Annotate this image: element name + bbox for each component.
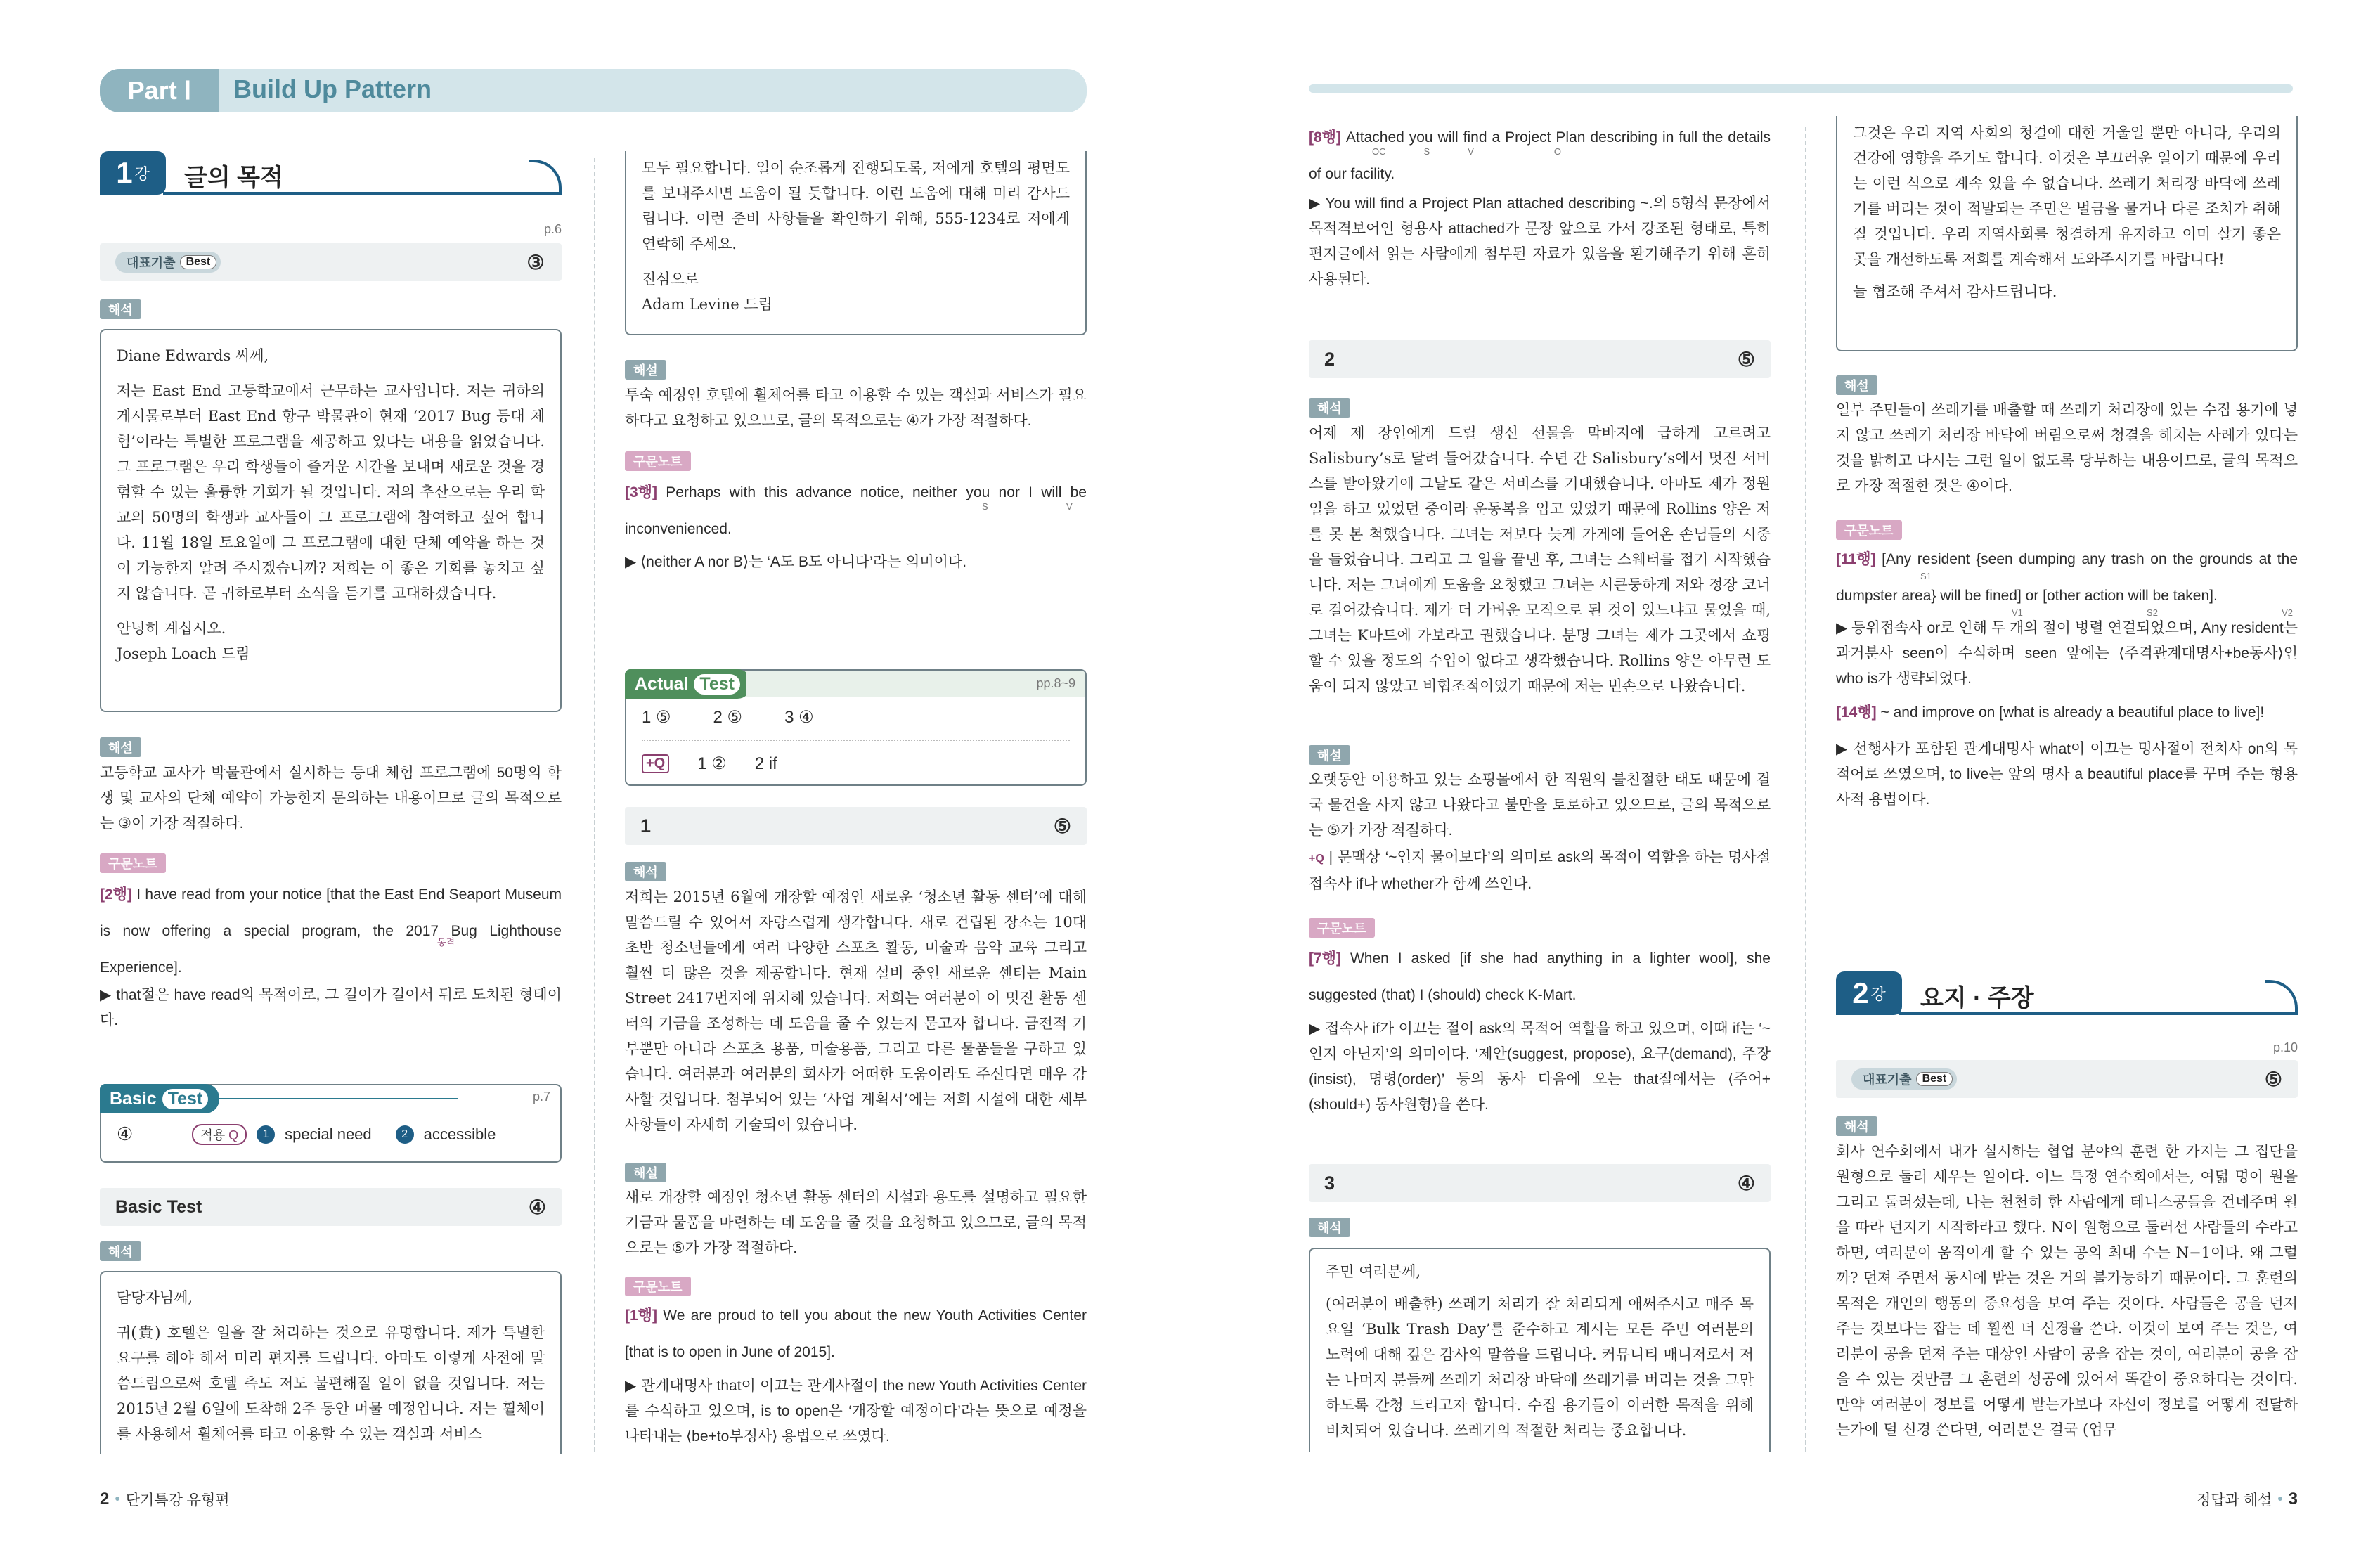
column-divider	[594, 158, 595, 1452]
grammar-note-label: 구문노트	[1309, 918, 1375, 938]
part-title: Build Up Pattern	[233, 75, 432, 103]
letter-closing: 늘 협조해 주셔서 감사드립니다.	[1853, 283, 2057, 300]
translate-label: 해석	[1309, 1218, 1350, 1237]
item-number-1: 1	[257, 1125, 275, 1144]
lesson-number-badge: 2 강	[1836, 971, 1902, 1015]
plus-note: +Q | 문맥상 ‘~인지 물어보다’의 의미로 ask의 목적어 역할을 하는 명사절 접속사 if나 whether가 함께 쓰인다.	[1309, 849, 1771, 892]
translation-text: 어제 제 장인에게 드릴 생신 선물을 막바지에 급하게 고르려고 Salisbury’s로 달려 들어갔습니다. 수년 간 Salisbury’s에서 멋진 서비스를 받아왔기에 그날도 같은 서비스를 기대했습니다. 아마도 제가 정원 일을 하고 있었던 중이라 운동복을 입고 있었기 때문에 Rollins 양은 저를 못 본 척했습니다. 그녀는 저보다 늦게 가게에 들어온 손님들의 시중을 들었습니다. 그리고 그 일을 끝낸 후, 그녀는 스웨터를 접기 시작했습니다. 저는 그녀에게 도움을 요청했고 그녀는 시큰둥하게 저와 정장 코너로 걸어갔습니다. 제가 더 가벼운 모직으로 된 것이 있느냐고 물었을 때, 그녀는 K마트에 가보라고 권했습니다. 분명 그녀는 제가 그곳에서 쇼핑할 수 있을 정도의 수입이 없다고 생각했습니다. Rollins 양은 아무런 도움이 되지 않았고 비협조적이었기 때문에 저는 빈손으로 나왔습니다.	[1309, 425, 1771, 695]
part-label: Part Ⅰ	[127, 76, 192, 105]
letter-box	[100, 1271, 562, 1454]
letter-box	[100, 329, 562, 712]
explanation-text: 오랫동안 이용하고 있는 쇼핑몰에서 한 직원의 불친절한 태도 때문에 결국 물건을 사지 않고 나왔다고 불만을 토로하고 있으므로, 글의 목적으로는 ⑤가 가장 적절하다.	[1309, 772, 1771, 839]
explanation-text: 새로 개장할 예정인 청소년 활동 센터의 시설과 용도를 설명하고 필요한 기금과 물품을 마련하는 데 도움을 줄 것을 요청하고 있으므로, 글의 목적으로는 ⑤가 가장 적절하다.	[625, 1189, 1087, 1256]
translation-text: 회사 연수회에서 내가 실시하는 협업 분야의 훈련 한 가지는 그 집단을 원형으로 둘러 세우는 일이다. 어느 특정 연수회에서는, 여덟 명이 원을 그리고 둘러섰는데, 나는 천천히 한 사람에게 테니스공들을 건네주며 원을 따라 던지기 시작하라고 했다. N이 원형으로 둘러선 사람들의 수라고 하면, 여러분이 움직이게 할 수 있는 공의 최대 수는 N−1이다. 왜 그럴까? 던져 주면서 동시에 받는 것은 거의 불가능하기 때문이다. 그 훈련의 목적은 개인의 행동의 중요성을 보여 주는 것이다. 사람들은 공을 던져 주는 것보다는 잡는 데 훨씬 더 신경을 쓴다. 이것이 보여 주는 것은, 여러분이 공을 던져 주는 대상인 사람이 공을 잡는 것이, 여러분이 공을 잡을 수 있는 것만큼 그 훈련의 성공에 있어서 똑같이 중요하다는 것이다. 만약 여러분이 정보를 어떻게 받는가보다 자신이 정보를 어떻게 전달하는가에 덜 신경 쓴다면, 여러분은 결국 (업무	[1836, 1143, 2298, 1438]
section-bar	[100, 243, 562, 281]
apply-badge: 적용 Q	[192, 1124, 247, 1145]
appositive-mark: 동격	[437, 937, 455, 948]
item-number-2: 2	[396, 1125, 414, 1144]
grammar-note: [1행] We are proud to tell you about the new Youth Activities Center [that is to open in June of 2015].	[625, 1307, 1087, 1360]
letter-body: 모두 필요합니다. 일이 순조롭게 진행되도록, 저에게 호텔의 평면도를 보내주시면 도움이 될 듯합니다. 이런 도움에 대해 미리 감사드립니다. 이런 준비 사항들을 확인하기 위해, 555-1234로 저에게 연락해 주세요.	[642, 160, 1070, 252]
book-section: 정답과 해설	[2197, 1492, 2272, 1509]
letter-signature: Joseph Loach 드림	[117, 645, 250, 662]
grammar-note-label: 구문노트	[1836, 520, 1902, 540]
translate-label: 해석	[100, 299, 141, 319]
basic-test-tab: Basic Test	[100, 1084, 219, 1113]
letter-body: 귀(貴) 호텔은 일을 잘 처리하는 것으로 유명합니다. 제가 특별한 요구를 해야 해서 미리 편지를 드립니다. 아마도 이렇게 사전에 말씀드림으로써 호텔 측도 저도 불편해질 일이 없을 것입니다. 저는 2015년 2월 6일에 도착해 2주 동안 머물 예정입니다. 저는 휠체어를 사용해서 휠체어를 타고 이용할 수 있는 객실과 서비스	[117, 1324, 545, 1442]
translate-label: 해석	[1836, 1116, 1877, 1136]
explanation-label: 해설	[1836, 375, 1877, 395]
letter-body: 저는 East End 고등학교에서 근무하는 교사입니다. 저는 귀하의 게시물로부터 East End 항구 박물관이 현재 ‘2017 Bug 등대 체험’이라는 특별한 프로그램을 제공하고 있다는 내용을 읽었습니다. 그 프로그램은 우리 학생들이 즐거운 시간을 보내며 새로운 것을 경험할 수 있는 훌륭한 기회가 될 것입니다. 저의 추산으로는 우리 학교의 50명의 학생과 교사들이 그 프로그램에 참여하고 싶어 합니다. 11월 18일 토요일에 그 프로그램에 대한 단체 예약을 하는 것이 가능한지 알려 주시겠습니까? 저희는 이 좋은 기회를 놓치고 싶지 않습니다. 곧 귀하로부터 소식을 듣기를 고대하겠습니다.	[117, 382, 545, 602]
letter-greeting: 주민 여러분께,	[1326, 1263, 1421, 1280]
plus-q-icon: +Q	[1309, 853, 1324, 865]
section-tag: 대표기출 Best	[1851, 1068, 1957, 1090]
question-bar: 2 ⑤	[1309, 340, 1771, 378]
translation-text: 저희는 2015년 6월에 개장할 예정인 새로운 ‘청소년 활동 센터’에 대해 말씀드릴 수 있어서 자랑스럽게 생각합니다. 새로 건립된 장소는 10대 초반 청소년들에게 여러 다양한 스포츠 활동, 미술과 음악 교육 그리고 훨씬 더 많은 것을 제공합니다. 현재 설비 중인 새로운 센터는 Main Street 2417번지에 위치해 있습니다. 저희는 여러분이 이 멋진 활동 센터의 기금을 조성하는 데 도움을 줄 수 있는지 묻고자 합니다. 금전적 기부뿐만 아니라 스포츠 용품, 미술용품, 그리고 다른 물품들을 구하고 있습니다. 여러분과 여러분의 회사가 어떠한 도움이라도 주신다면 매우 감사할 것입니다. 첨부되어 있는 ‘사업 계획서’에는 저희 시설에 대한 세부 사항들이 자세히 기술되어 있습니다.	[625, 889, 1087, 1133]
lesson-underline	[163, 192, 562, 195]
explanation-label: 해설	[625, 1163, 666, 1182]
basic-test-answers: ④ 적용 Q 1 special need 2 accessible	[117, 1123, 496, 1144]
page-ref: p.7	[532, 1090, 550, 1104]
section-tag: 대표기출 Best	[115, 252, 221, 273]
translate-label: 해석	[1309, 398, 1350, 418]
explanation-label: 해설	[625, 360, 666, 380]
explanation-label: 해설	[100, 737, 141, 757]
letter-signature: Adam Levine 드림	[642, 296, 772, 313]
letter-greeting: Diane Edwards 씨께,	[117, 347, 269, 364]
letter-box-continued	[1836, 116, 2298, 351]
actual-test-tab: Actual Test	[625, 669, 751, 699]
lesson-header	[1836, 971, 2298, 1015]
footer-left: 2 • 단기특강 유형편	[100, 1490, 230, 1509]
syntax-marks: V1 S2 V2	[2012, 607, 2293, 618]
answer-divider	[642, 740, 1070, 741]
answer-mark: ⑤	[2264, 1068, 2282, 1090]
lesson-corner	[2265, 980, 2298, 1015]
section-bar	[1836, 1060, 2298, 1098]
verb-mark: V	[1066, 501, 1073, 512]
translate-label: 해석	[100, 1241, 141, 1261]
letter-body: 그것은 우리 지역 사회의 청결에 대한 거울일 뿐만 아니라, 우리의 건강에 영향을 주기도 합니다. 이것은 부끄러운 일이기 때문에 우리는 이런 식으로 계속 있을 수 없습니다. 쓰레기 처리장 바닥에 쓰레기를 버리는 것이 적발되는 주민은 벌금을 물거나 다른 조치가 취해질 것입니다. 우리 지역사회를 청결하게 유지하고 이미 살기 좋은 곳을 개선하도록 저희를 계속해서 도와주시기를 바랍니다!	[1853, 124, 2281, 268]
grammar-note-explanation: ▶ that절은 have read의 목적어로, 그 길이가 길어서 뒤로 도치된 형태이다.	[100, 987, 562, 1028]
lesson-title: 글의 목적	[184, 164, 283, 191]
explanation-text: 투숙 예정인 호텔에 휠체어를 타고 이용할 수 있는 객실과 서비스가 필요하다고 요청하고 있으므로, 글의 목적으로는 ④가 가장 적절하다.	[625, 387, 1087, 429]
basic-test-line	[219, 1098, 458, 1099]
grammar-note-explanation: ▶ ⟨neither A nor B⟩는 ‘A도 B도 아니다’라는 의미이다.	[625, 554, 967, 570]
lesson-underline	[1899, 1012, 2298, 1015]
lesson-number-badge: 1 강	[100, 151, 166, 195]
right-header-line	[1309, 84, 2293, 93]
letter-closing: 안녕히 계십시오.	[117, 620, 226, 637]
footer-right: 정답과 해설 • 3	[2197, 1490, 2298, 1509]
basic-test-box	[100, 1084, 562, 1163]
plus-answers: +Q 1 ② 2 if	[642, 754, 777, 774]
part-header-tab	[100, 69, 219, 112]
plus-q-icon: +Q	[642, 754, 669, 773]
grammar-note: [14행] ~ and improve on [what is already a beautiful place to live]!	[1836, 704, 2265, 721]
lesson-corner	[529, 160, 562, 195]
page-ref: p.6	[543, 222, 562, 236]
book-title: 단기특강 유형편	[125, 1492, 230, 1509]
letter-body: (여러분이 배출한) 쓰레기 처리가 잘 처리되게 애써주시고 매주 목요일 ‘Bulk Trash Day’를 준수하고 계시는 모든 주민 여러분의 노력에 대해 깊은 감사의 말씀을 드립니다. 커뮤니티 매니저로서 저는 나머지 분들께 쓰레기 처리장 바닥에 쓰레기를 버리는 것을 그만하도록 간청 드리고자 합니다. 수집 용기들이 이러한 목적을 위해 비치되어 있습니다. 쓰레기의 적절한 처리는 중요합니다.	[1326, 1296, 1754, 1439]
page-number: 2	[100, 1490, 110, 1509]
question-bar: 1 ⑤	[625, 807, 1087, 845]
lesson-title: 요지 · 주장	[1920, 985, 2034, 1012]
column-divider	[1805, 127, 1806, 1452]
grammar-note-explanation: ▶ 관계대명사 that이 이끄는 관계사절이 the new Youth Activities Center를 수식하고 있으며, is to open은 ‘개장할 예정이다’라는 뜻으로 예정을 나타내는 ⟨be+to부정사⟩ 용법으로 쓰였다.	[625, 1378, 1087, 1445]
grammar-note-explanation: ▶ 선행사가 포함된 관계대명사 what이 이끄는 명사절이 전치사 on의 목적어로 쓰였으며, to live는 앞의 명사 a beautiful place를 꾸며 주는 형용사적 용법이다.	[1836, 741, 2298, 808]
section-bar: Basic Test ④	[100, 1188, 562, 1226]
grammar-note: [3행] Perhaps with this advance notice, neither you nor I will be inconvenienced.	[625, 484, 1087, 537]
page-number: 3	[2288, 1490, 2298, 1509]
grammar-note-explanation: ▶ 등위접속사 or로 인해 두 개의 절이 병렬 연결되었으며, Any resident는 과거분사 seen이 수식하며 seen 앞에는 ⟨주격관계대명사+be동사⟩인 who is가 생략되었다.	[1836, 620, 2298, 687]
actual-test-band	[746, 671, 1085, 697]
grammar-note: [11행] [Any resident {seen dumping any trash on the grounds at the dumpster area} will be fined] or [other action will be taken].	[1836, 551, 2298, 604]
page-ref: pp.8~9	[1036, 676, 1075, 690]
explanation-text: 고등학교 교사가 박물관에서 실시하는 등대 체험 프로그램에 50명의 학생 및 교사의 단체 예약이 가능한지 문의하는 내용이므로 글의 목적으로는 ③이 가장 적절하다.	[100, 765, 562, 832]
answer-mark: ③	[526, 251, 545, 273]
syntax-marks: OC S V O	[1372, 146, 1561, 157]
grammar-note: [2행] I have read from your notice [that the East End Seaport Museum is now offering a special program, the 2017 Bug Lighthouse Experience].	[100, 886, 562, 976]
explanation-text: 일부 주민들이 쓰레기를 배출할 때 쓰레기 처리장에 있는 수집 용기에 넣지 않고 쓰레기 처리장 바닥에 버림으로써 청결을 해치는 사례가 있다는 것을 밝히고 다시는 그런 일이 없도록 당부하는 내용이므로, 글의 목적으로 가장 적절한 것은 ④이다.	[1836, 402, 2298, 494]
question-bar: 3 ④	[1309, 1164, 1771, 1202]
letter-box	[1309, 1248, 1771, 1452]
actual-test-box	[625, 669, 1087, 786]
page-ref: p.10	[2272, 1040, 2298, 1054]
letter-greeting: 담당자님께,	[117, 1289, 193, 1306]
grammar-note-explanation: ▶ You will find a Project Plan attached describing ~.의 5형식 문장에서 목적격보어인 형용사 attached가 문장 앞으로 가서 강조된 형태로, 특히 편지글에서 읽는 사람에게 첨부된 자료가 있음을 환기해주기 위해 흔히 사용된다.	[1309, 195, 1771, 288]
grammar-note-label: 구문노트	[625, 451, 691, 471]
grammar-note-label: 구문노트	[100, 853, 166, 873]
explanation-label: 해설	[1309, 745, 1350, 765]
letter-box-continued	[625, 151, 1087, 335]
syntax-marks: S1	[1920, 571, 1932, 581]
translate-label: 해석	[625, 862, 666, 881]
actual-answers: 1 ⑤ 2 ⑤ 3 ④	[642, 708, 814, 727]
grammar-note: [8행] Attached you will find a Project Plan describing in full the details of our facility.	[1309, 129, 1771, 182]
grammar-note-label: 구문노트	[625, 1277, 691, 1296]
subject-mark: S	[982, 501, 988, 512]
grammar-note: [7행] When I asked [if she had anything in a lighter wool], she suggested (that) I (should) check K-Mart.	[1309, 950, 1771, 1003]
letter-closing: 진심으로	[642, 271, 699, 288]
lesson-header	[100, 151, 562, 195]
grammar-note-explanation: ▶ 접속사 if가 이끄는 절이 ask의 목적어 역할을 하고 있으며, 이때 if는 ‘~인지 아닌지’의 의미이다. ‘제안(suggest, propose), 요구(demand), 주장(insist), 명령(order)’ 등의 동사 다음에 오는 that절에서는 ⟨주어+(should+) 동사원형⟩을 쓴다.	[1309, 1021, 1771, 1113]
